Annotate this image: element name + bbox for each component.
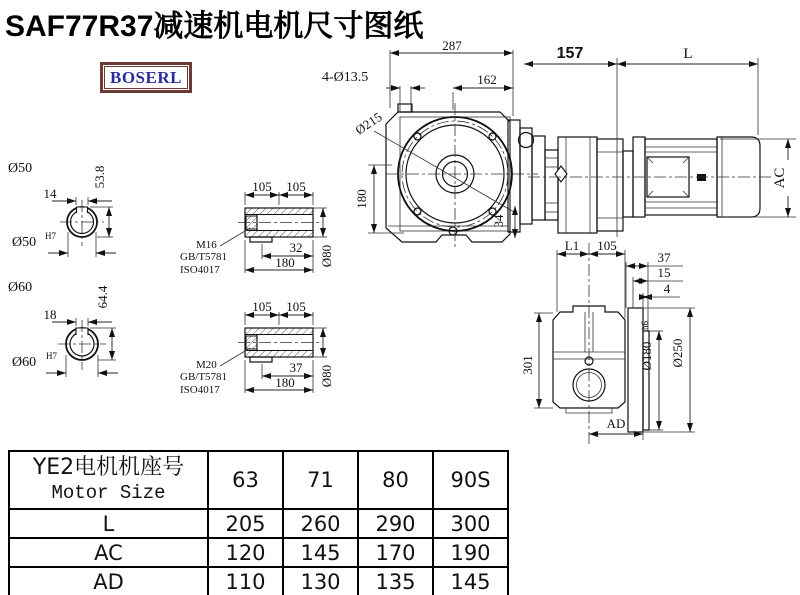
page-title: SAF77R37减速机电机尺寸图纸 xyxy=(5,10,424,43)
dim-rear-l1: L1 xyxy=(564,238,580,253)
dim-rear-height: 301 xyxy=(520,355,535,375)
dim-shaft60-keywidth: 18 xyxy=(43,307,57,322)
cell-ac-71: 145 xyxy=(283,538,358,567)
label-m20-thread: M20 xyxy=(196,359,217,371)
label-m20-std-gb: GB/T5781 xyxy=(180,371,228,383)
cell-ad-63: 110 xyxy=(208,567,283,595)
cell-ad-80: 135 xyxy=(358,567,433,595)
dim-shaft50-title: Ø50 xyxy=(8,161,33,176)
dim-shaft60-bore: Ø60 xyxy=(12,355,37,370)
dim-rear-offset: 105 xyxy=(597,238,617,253)
dim-side-motor-dia: AC xyxy=(772,167,788,189)
dim-front-flange-dia: Ø215 xyxy=(352,108,385,138)
gearbox-front-view xyxy=(322,38,538,250)
hollow-shaft-m16 xyxy=(180,179,334,276)
cell-l-90s: 300 xyxy=(433,509,508,538)
motor-side-view xyxy=(508,45,796,237)
dim-front-width: 287 xyxy=(442,38,462,53)
dim-shaft50-keyheight: 53.8 xyxy=(92,165,107,189)
table-header-cn: YE2电机机座号 xyxy=(32,455,185,480)
dim-rear-ad: AD xyxy=(606,416,626,431)
dim-front-step: 34 xyxy=(491,214,506,228)
dim-m20-depth: 37 xyxy=(289,360,303,375)
table-col-80: 80 xyxy=(358,451,433,509)
cell-ac-90s: 190 xyxy=(433,538,508,567)
table-header-en: Motor Size xyxy=(51,482,166,504)
dim-side-motor-len: L xyxy=(683,46,693,62)
table-header-row xyxy=(9,451,508,509)
table-row-l xyxy=(9,509,508,538)
dim-shaft50-bore-tol: H7 xyxy=(45,231,56,241)
label-m20-std-iso: ISO4017 xyxy=(180,384,220,396)
dim-shaft60-keyheight: 64.4 xyxy=(95,285,110,309)
label-m16-thread: M16 xyxy=(196,239,217,251)
brand-logo-text: BOSERL xyxy=(104,66,188,89)
dim-rear-flange-dia: Ø250 xyxy=(670,338,685,368)
label-m16-std-gb: GB/T5781 xyxy=(180,251,228,263)
dim-m16-length: 180 xyxy=(275,255,295,270)
table-col-71: 71 xyxy=(283,451,358,509)
cell-l-63: 205 xyxy=(208,509,283,538)
dim-rear-spigot-tol: h6 xyxy=(640,321,650,330)
dim-m16-seg2: 105 xyxy=(286,179,306,194)
table-row-ad xyxy=(9,567,508,595)
table-col-90s: 90S xyxy=(433,451,508,509)
row-label-ac: AC xyxy=(9,538,208,567)
label-m16-std-iso: ISO4017 xyxy=(180,264,220,276)
cell-ad-71: 130 xyxy=(283,567,358,595)
table-col-63: 63 xyxy=(208,451,283,509)
row-label-l: L xyxy=(9,509,208,538)
hollow-shaft-m20 xyxy=(180,299,334,396)
motor-size-table xyxy=(8,450,509,595)
cell-ac-80: 170 xyxy=(358,538,433,567)
dim-front-height: 180 xyxy=(354,189,369,209)
dim-rear-15: 15 xyxy=(657,265,671,280)
table-header-motor-size xyxy=(9,451,208,509)
dim-m20-length: 180 xyxy=(275,375,295,390)
dim-shaft50-keywidth: 14 xyxy=(43,186,57,201)
dim-m20-seg1: 105 xyxy=(252,299,272,314)
dim-m16-seg1: 105 xyxy=(252,179,272,194)
dim-shaft60-title: Ø60 xyxy=(8,280,33,295)
dim-rear-spigot-dia: Ø180 xyxy=(639,341,654,371)
row-label-ad: AD xyxy=(9,567,208,595)
cell-ac-63: 120 xyxy=(208,538,283,567)
table-row-ac xyxy=(9,538,508,567)
cell-ad-90s: 145 xyxy=(433,567,508,595)
cell-l-80: 290 xyxy=(358,509,433,538)
dim-shaft60-bore-tol: H7 xyxy=(46,351,57,361)
dim-m16-dia: Ø80 xyxy=(319,244,334,268)
dim-m20-seg2: 105 xyxy=(286,299,306,314)
dim-m20-dia: Ø80 xyxy=(319,364,334,388)
dim-m16-depth: 32 xyxy=(289,240,303,255)
dim-front-flange-offset: 162 xyxy=(477,72,497,87)
dim-shaft50-bore: Ø50 xyxy=(12,235,37,250)
dim-rear-4: 4 xyxy=(663,281,671,296)
shaft-section-50 xyxy=(8,161,116,257)
cell-l-71: 260 xyxy=(283,509,358,538)
dim-front-holes: 4-Ø13.5 xyxy=(322,70,369,85)
shaft-section-60 xyxy=(8,280,118,377)
dim-rear-37: 37 xyxy=(657,250,671,265)
dim-side-adapter-len: 157 xyxy=(556,45,584,62)
rear-view xyxy=(520,238,695,444)
